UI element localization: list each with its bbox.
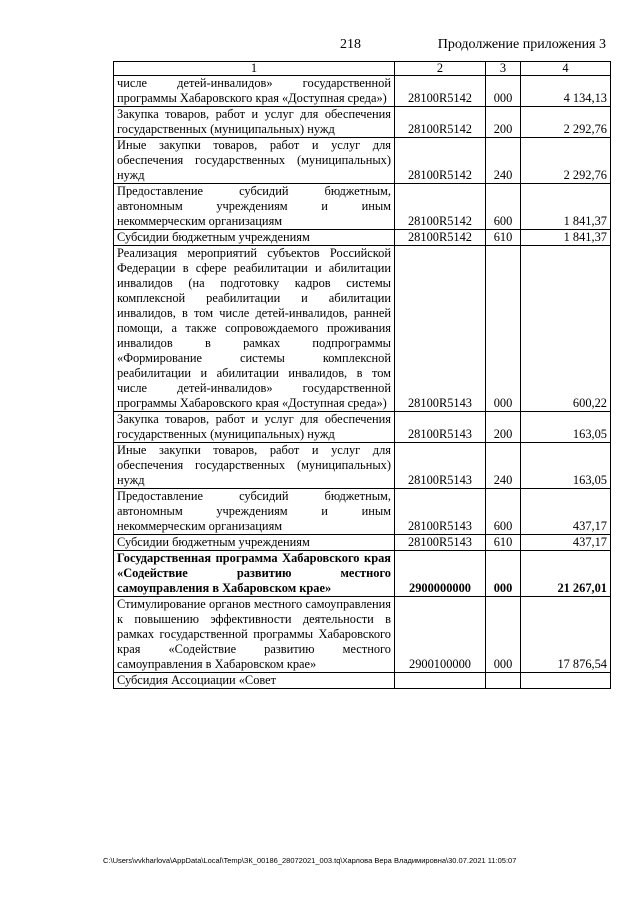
table-row bbox=[114, 673, 611, 689]
row-type-cell: 000 bbox=[486, 551, 521, 597]
row-code-cell: 2900100000 bbox=[395, 597, 486, 673]
row-name-cell: Субсидия Ассоциации «Совет bbox=[114, 673, 395, 689]
row-code-cell: 28100R5143 bbox=[395, 535, 486, 551]
table-row bbox=[114, 184, 611, 230]
row-sum-cell: 600,22 bbox=[521, 246, 611, 412]
row-code-cell: 28100R5143 bbox=[395, 412, 486, 443]
row-name-cell: Закупка товаров, работ и услуг для обеспечения государственных (муниципальных) нужд bbox=[114, 107, 395, 138]
footer-file-path: C:\Users\vvkharlova\AppData\Local\Temp\ЗК_00186_28072021_003.tq\Харлова Вера Владимировна\30.07.2021 11:05:07 bbox=[103, 856, 517, 865]
row-sum-cell: 21 267,01 bbox=[521, 551, 611, 597]
table-row bbox=[114, 443, 611, 489]
row-sum-cell: 2 292,76 bbox=[521, 138, 611, 184]
row-code-cell: 28100R5143 bbox=[395, 443, 486, 489]
column-number-row bbox=[114, 62, 611, 76]
row-code-cell: 28100R5142 bbox=[395, 230, 486, 246]
row-sum-cell: 437,17 bbox=[521, 489, 611, 535]
row-type-cell: 610 bbox=[486, 535, 521, 551]
table-row bbox=[114, 230, 611, 246]
budget-table bbox=[113, 61, 611, 689]
table-row bbox=[114, 535, 611, 551]
row-name-cell: Реализация мероприятий субъектов Российской Федерации в сфере реабилитации и абилитации инвалидов (на подготовку кадров системы комплексной реабилитации и абилитации инвалидов, в том числе детей-инвалидов, ранней помощи, а также сопровождаемого проживания инвалидов в рамках подпрограммы «Формирование системы комплексной реабилитации и абилитации инвалидов, в том числе детей-инвалидов» государственной программы Хабаровского края «Доступная среда») bbox=[114, 246, 395, 412]
table-row bbox=[114, 597, 611, 673]
row-type-cell: 240 bbox=[486, 138, 521, 184]
table-row bbox=[114, 138, 611, 184]
row-code-cell: 28100R5142 bbox=[395, 184, 486, 230]
row-sum-cell: 1 841,37 bbox=[521, 230, 611, 246]
row-type-cell: 000 bbox=[486, 246, 521, 412]
table-row bbox=[114, 246, 611, 412]
column-header-2: 2 bbox=[395, 62, 486, 76]
row-type-cell: 240 bbox=[486, 443, 521, 489]
row-sum-cell: 163,05 bbox=[521, 443, 611, 489]
table-row bbox=[114, 412, 611, 443]
row-type-cell: 610 bbox=[486, 230, 521, 246]
row-type-cell: 200 bbox=[486, 412, 521, 443]
row-sum-cell: 437,17 bbox=[521, 535, 611, 551]
row-name-cell: Закупка товаров, работ и услуг для обеспечения государственных (муниципальных) нужд bbox=[114, 412, 395, 443]
row-sum-cell: 163,05 bbox=[521, 412, 611, 443]
row-code-cell: 28100R5143 bbox=[395, 246, 486, 412]
row-name-cell: Стимулирование органов местного самоуправления к повышению эффективности деятельности в рамках государственной программы Хабаровского края «Содействие развитию местного самоуправления в Хабаровском крае» bbox=[114, 597, 395, 673]
row-name-cell: Иные закупки товаров, работ и услуг для обеспечения государственных (муниципальных) нужд bbox=[114, 138, 395, 184]
row-name-cell: Предоставление субсидий бюджетным, автономным учреждениям и иным некоммерческим организациям bbox=[114, 184, 395, 230]
row-type-cell: 600 bbox=[486, 489, 521, 535]
row-code-cell: 28100R5142 bbox=[395, 138, 486, 184]
appendix-continuation-label: Продолжение приложения 3 bbox=[437, 37, 606, 52]
row-code-cell: 28100R5142 bbox=[395, 76, 486, 107]
row-name-cell: Субсидии бюджетным учреждениям bbox=[114, 535, 395, 551]
row-type-cell: 200 bbox=[486, 107, 521, 138]
row-type-cell: 600 bbox=[486, 184, 521, 230]
column-header-1: 1 bbox=[114, 62, 395, 76]
row-code-cell bbox=[395, 673, 486, 689]
row-code-cell: 2900000000 bbox=[395, 551, 486, 597]
row-name-cell: Иные закупки товаров, работ и услуг для обеспечения государственных (муниципальных) нужд bbox=[114, 443, 395, 489]
row-sum-cell: 2 292,76 bbox=[521, 107, 611, 138]
table-row bbox=[114, 551, 611, 597]
row-name-cell: Государственная программа Хабаровского края «Содействие развитию местного самоуправления в Хабаровском крае» bbox=[114, 551, 395, 597]
table-row bbox=[114, 489, 611, 535]
row-name-cell: Предоставление субсидий бюджетным, автономным учреждениям и иным некоммерческим организациям bbox=[114, 489, 395, 535]
row-type-cell: 000 bbox=[486, 76, 521, 107]
row-code-cell: 28100R5143 bbox=[395, 489, 486, 535]
row-sum-cell bbox=[521, 673, 611, 689]
table-row bbox=[114, 76, 611, 107]
row-name-cell: Субсидии бюджетным учреждениям bbox=[114, 230, 395, 246]
column-header-3: 3 bbox=[486, 62, 521, 76]
row-sum-cell: 1 841,37 bbox=[521, 184, 611, 230]
row-type-cell: 000 bbox=[486, 597, 521, 673]
row-name-cell: числе детей-инвалидов» государственной программы Хабаровского края «Доступная среда») bbox=[114, 76, 395, 107]
column-header-4: 4 bbox=[521, 62, 611, 76]
row-sum-cell: 4 134,13 bbox=[521, 76, 611, 107]
table-row bbox=[114, 107, 611, 138]
row-sum-cell: 17 876,54 bbox=[521, 597, 611, 673]
row-code-cell: 28100R5142 bbox=[395, 107, 486, 138]
page-number: 218 bbox=[340, 37, 361, 52]
row-type-cell bbox=[486, 673, 521, 689]
